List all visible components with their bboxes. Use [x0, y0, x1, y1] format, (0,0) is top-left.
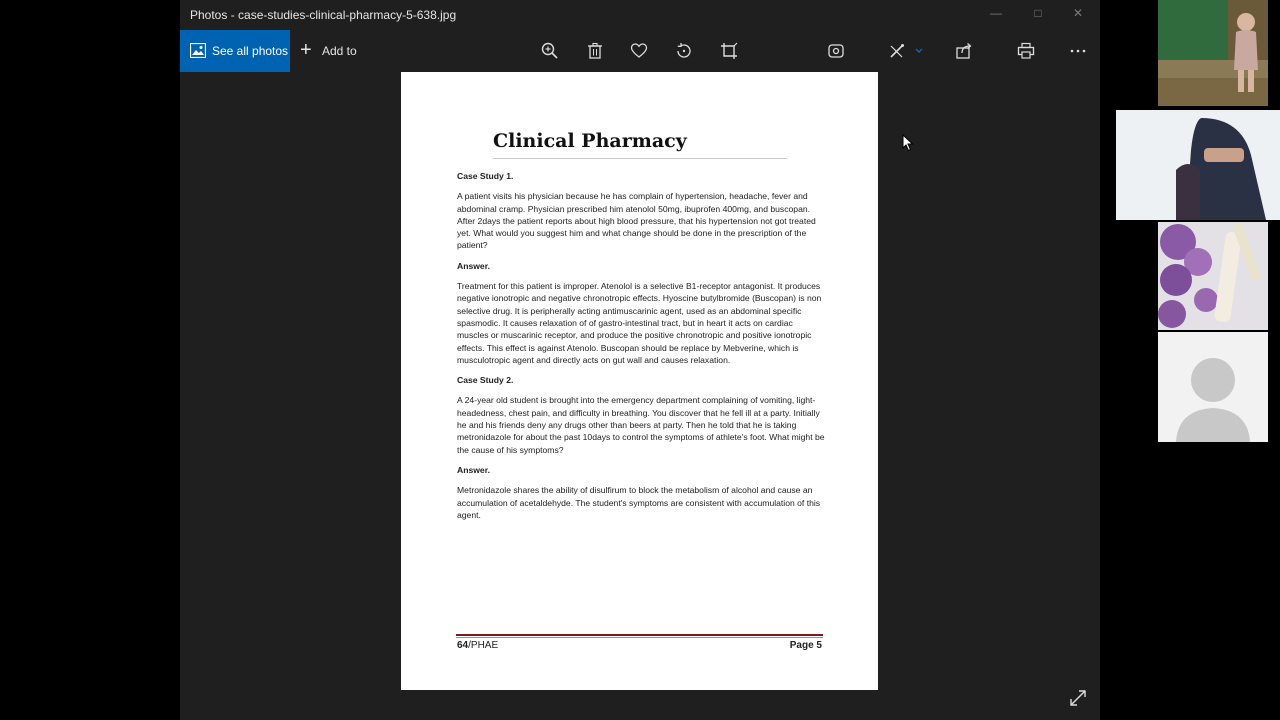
- section-text: Metronidazole shares the ability of disulfirum to block the metabolism of alcohol and cause an accumulation of acetaldehyde. The student's symptoms are consistent with accumulation of this agent.: [457, 485, 821, 520]
- print-icon[interactable]: [1016, 41, 1036, 61]
- edit-icon[interactable]: [887, 41, 907, 61]
- zoom-icon[interactable]: [540, 41, 560, 61]
- section-text: A patient visits his physician because he has complain of hypertension, headache, fever and abdominal cramp. Physician prescribed him atenolol 50mg, ibuprofen 400mg, and buscopan. After 2days the patient reports about high blood pressure, that his hypertension not got treated yet. What would you suggest him and what change should be done in the prescription of the patient?: [457, 191, 816, 251]
- plus-icon: +: [300, 39, 312, 61]
- photos-app-window: [180, 0, 1100, 720]
- rotate-icon[interactable]: [674, 41, 694, 61]
- document-body: [457, 170, 825, 529]
- participant-video-1[interactable]: [1158, 0, 1268, 106]
- delete-icon[interactable]: [585, 41, 605, 61]
- enhance-icon[interactable]: [826, 41, 846, 61]
- see-all-photos-label: See all photos: [212, 44, 289, 58]
- participant-avatar-placeholder[interactable]: [1158, 332, 1268, 442]
- photos-icon: [190, 43, 206, 58]
- window-title: Photos - case-studies-clinical-pharmacy-5-638.jpg: [190, 8, 457, 22]
- see-all-photos-button[interactable]: [180, 30, 290, 72]
- add-to-label: Add to: [322, 44, 357, 58]
- close-icon[interactable]: ✕: [1072, 6, 1084, 20]
- footer-divider-thin: [456, 637, 823, 638]
- footer-left: [457, 640, 498, 651]
- section-heading: Answer.: [457, 464, 490, 475]
- title-divider: [493, 158, 787, 159]
- document-title: Clinical Pharmacy: [493, 130, 687, 152]
- maximize-icon[interactable]: □: [1034, 6, 1042, 20]
- section-heading: Answer.: [457, 260, 490, 271]
- participant-video-2[interactable]: [1116, 110, 1280, 220]
- participant-video-3[interactable]: [1158, 222, 1268, 330]
- minimize-icon[interactable]: —: [990, 6, 1002, 20]
- section-heading: Case Study 2.: [457, 375, 514, 386]
- crop-icon[interactable]: [719, 41, 739, 61]
- footer-divider: [456, 634, 823, 636]
- title-bar: [180, 0, 1100, 30]
- more-icon[interactable]: [1068, 41, 1088, 61]
- footer-page-number: Page 5: [789, 640, 822, 651]
- chevron-down-icon[interactable]: [909, 41, 919, 61]
- section-text: Treatment for this patient is improper. Atenolol is a selective B1-receptor antagonist. It produces negative ionotropic and negative chronotropic effects. Hyoscine butylbromide (Buscopan) is non selective drug. It is peripherally acting antimuscarinic agent, used as an abdominal specific spasmodic. It causes relaxation of of gastro-intestinal tract, but in heart it acts on cardiac muscles or muscarinic receptor, and produce the positive chronotropic and positive ionotropic effects. This effect is against Atenolo. Buscopan should be replace by Mebverine, which is musculotropic agent and directly acts on gut wall and causes relaxation.: [457, 281, 822, 365]
- video-participants-panel: [1116, 0, 1280, 442]
- section-text: A 24-year old student is brought into the emergency department complaining of vomiting, light-headedness, chest pain, and difficulty in breathing. You discover that he fell ill at a party. Initially he and his friends deny any drugs other than beers at party. Then he told that he is taking metronidazole for about the past 10days to control the symptoms of athlete's foot. What might be the cause of his symptoms?: [457, 395, 825, 455]
- share-icon[interactable]: [954, 41, 974, 61]
- footer-left-number: 64: [457, 640, 469, 651]
- document-page: [401, 72, 878, 690]
- fullscreen-icon[interactable]: [1068, 688, 1088, 708]
- section-heading: Case Study 1.: [457, 171, 514, 181]
- mouse-cursor-icon: [902, 134, 914, 157]
- toolbar: [180, 30, 1100, 72]
- favorite-icon[interactable]: [629, 41, 649, 61]
- footer-left-text: /PHAE: [468, 640, 499, 651]
